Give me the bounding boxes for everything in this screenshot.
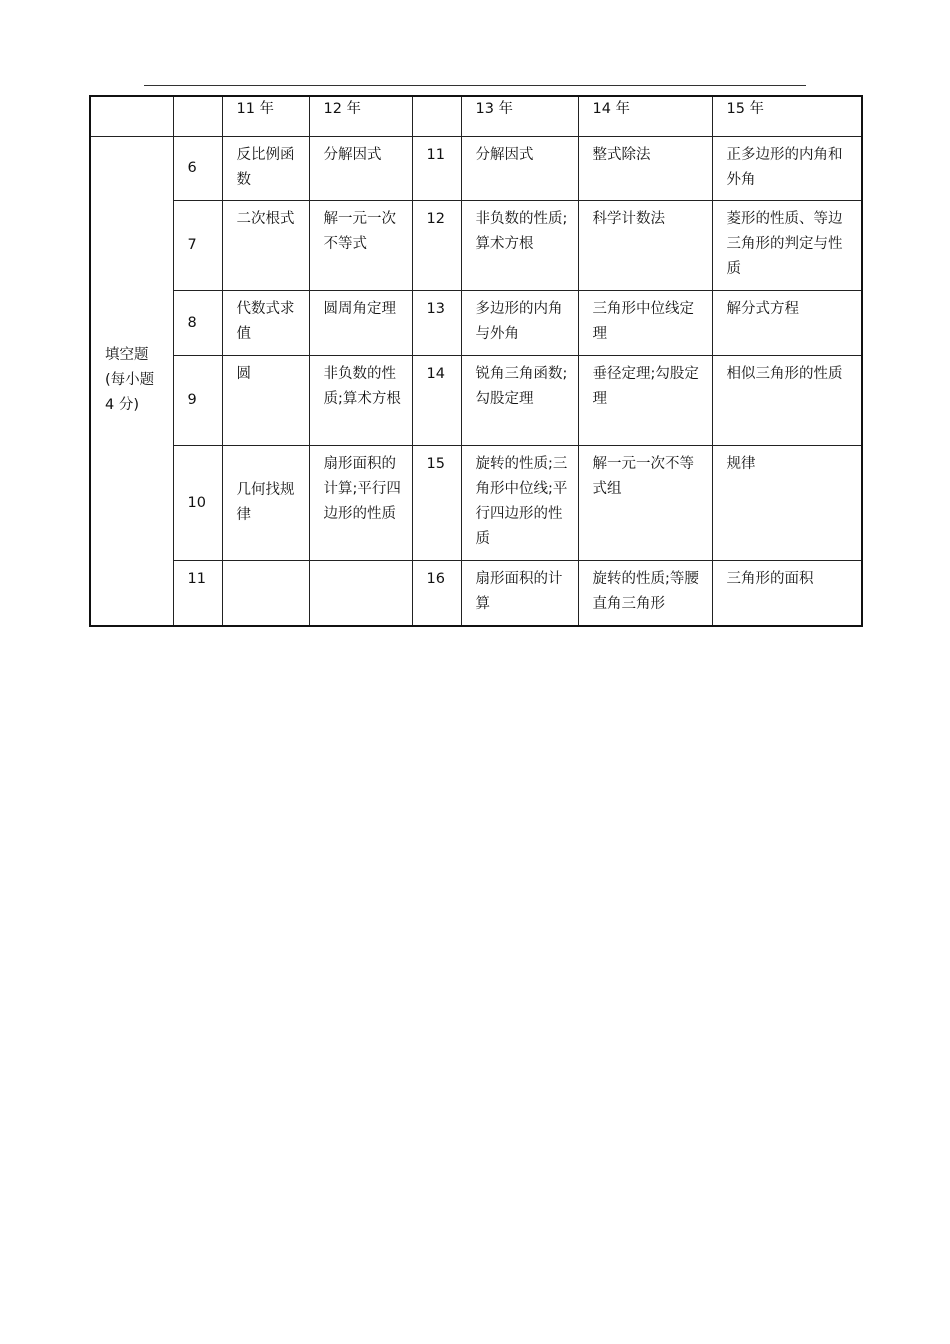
topic-2013: 锐角三角函数;勾股定理: [461, 356, 578, 446]
topic-2015: 菱形的性质、等边三角形的判定与性质: [712, 201, 862, 291]
question-number-13-15: 12: [412, 201, 461, 291]
question-number-11-12: 10: [173, 446, 222, 561]
table-row: [90, 446, 862, 561]
header-year-15: 15 年: [712, 96, 862, 137]
topic-2011: [222, 561, 309, 626]
topic-2015: 相似三角形的性质: [712, 356, 862, 446]
header-cell-blank: [412, 96, 461, 137]
question-number-11-12: 8: [173, 291, 222, 356]
question-number-11-12: 7: [173, 201, 222, 291]
topic-2013: 扇形面积的计算: [461, 561, 578, 626]
header-year-11: 11 年: [222, 96, 309, 137]
topic-2015: 规律: [712, 446, 862, 561]
question-number-13-15: 11: [412, 137, 461, 201]
question-number-13-15: 15: [412, 446, 461, 561]
header-year-13: 13 年: [461, 96, 578, 137]
topic-2011: 反比例函数: [222, 137, 309, 201]
topic-2013: 旋转的性质;三角形中位线;平行四边形的性质: [461, 446, 578, 561]
topic-2011: 几何找规律: [222, 446, 309, 561]
topic-2012: 非负数的性质;算术方根: [309, 356, 412, 446]
topic-2014: 解一元一次不等式组: [578, 446, 712, 561]
topic-2013: 多边形的内角与外角: [461, 291, 578, 356]
exam-topic-table: [89, 95, 863, 627]
top-rule: [144, 85, 806, 86]
topic-2012: 分解因式: [309, 137, 412, 201]
topic-2013: 非负数的性质;算术方根: [461, 201, 578, 291]
topic-2011: 代数式求值: [222, 291, 309, 356]
question-number-11-12: 11: [173, 561, 222, 626]
topic-2014: 三角形中位线定理: [578, 291, 712, 356]
question-number-13-15: 14: [412, 356, 461, 446]
question-number-13-15: 13: [412, 291, 461, 356]
table-row: [90, 356, 862, 446]
header-year-14: 14 年: [578, 96, 712, 137]
table-row: [90, 201, 862, 291]
topic-2012: 解一元一次不等式: [309, 201, 412, 291]
table-row: [90, 561, 862, 626]
topic-2012: [309, 561, 412, 626]
topic-2014: 整式除法: [578, 137, 712, 201]
header-cell-blank: [90, 96, 173, 137]
section-label: 填空题 (每小题 4 分): [90, 137, 173, 626]
question-number-13-15: 16: [412, 561, 461, 626]
topic-2014: 科学计数法: [578, 201, 712, 291]
header-row: [90, 96, 862, 137]
topic-2015: 正多边形的内角和外角: [712, 137, 862, 201]
table-row: [90, 291, 862, 356]
topic-2013: 分解因式: [461, 137, 578, 201]
topic-2014: 旋转的性质;等腰直角三角形: [578, 561, 712, 626]
topic-2015: 三角形的面积: [712, 561, 862, 626]
topic-2014: 垂径定理;勾股定理: [578, 356, 712, 446]
question-number-11-12: 6: [173, 137, 222, 201]
topic-2011: 二次根式: [222, 201, 309, 291]
topic-2011: 圆: [222, 356, 309, 446]
topic-2015: 解分式方程: [712, 291, 862, 356]
header-cell-blank: [173, 96, 222, 137]
topic-2012: 圆周角定理: [309, 291, 412, 356]
table-row: [90, 137, 862, 201]
header-year-12: 12 年: [309, 96, 412, 137]
question-number-11-12: 9: [173, 356, 222, 446]
topic-2012: 扇形面积的计算;平行四边形的性质: [309, 446, 412, 561]
